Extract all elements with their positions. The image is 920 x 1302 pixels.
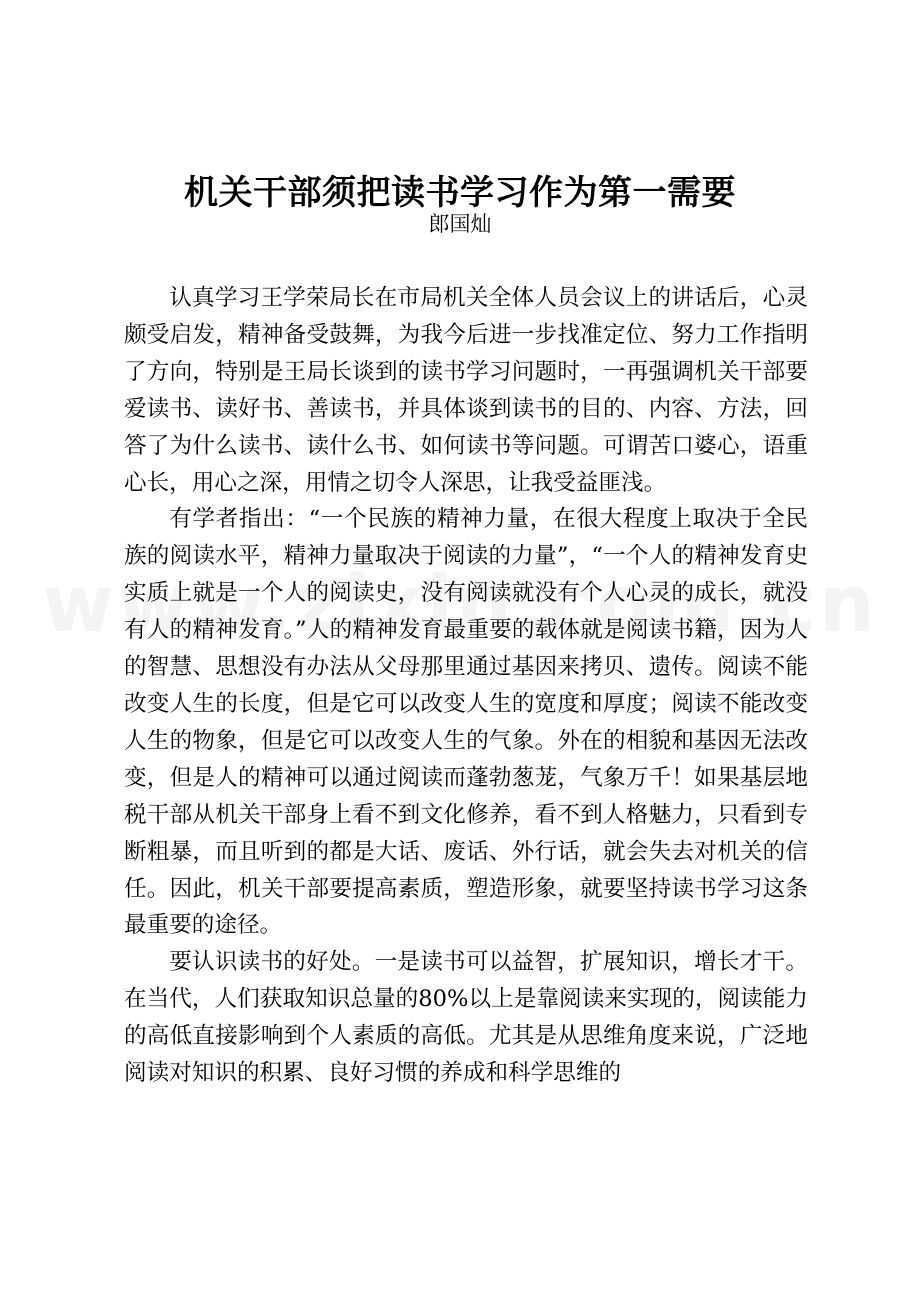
document-body: [124, 280, 808, 1092]
paragraph: 有学者指出：“一个民族的精神力量，在很大程度上取决于全民族的阅读水平，精神力量取决于阅读的力量”，“一个人的精神发育史实质上就是一个人的阅读史，没有阅读就没有个人心灵的成长，就没有人的精神发育。”人的精神发育最重要的载体就是阅读书籍，因为人的智慧、思想没有办法从父母那里通过基因来拷贝、遗传。阅读不能改变人生的长度，但是它可以改变人生的宽度和厚度；阅读不能改变人生的物象，但是它可以改变人生的气象。外在的相貌和基因无法改变，但是人的精神可以通过阅读而蓬勃葱茏，气象万千！如果基层地税干部从机关干部身上看不到文化修养，看不到人格魅力，只看到专断粗暴，而且听到的都是大话、废话、外行话，就会失去对机关的信任。因此，机关干部要提高素质，塑造形象，就要坚持读书学习这条最重要的途径。: [124, 506, 808, 939]
document-title: 机关干部须把读书学习作为第一需要: [184, 172, 736, 213]
paragraph: 要认识读书的好处。一是读书可以益智，扩展知识，增长才干。在当代，人们获取知识总量的80%以上是靠阅读来实现的，阅读能力的高低直接影响到个人素质的高低。尤其是从思维角度来说，广泛地阅读对知识的积累、良好习惯的养成和科学思维的: [124, 949, 808, 1087]
document-author: 郎国灿: [428, 212, 492, 236]
paragraph: 认真学习王学荣局长在市局机关全体人员会议上的讲话后，心灵颇受启发，精神备受鼓舞，为我今后进一步找准定位、努力工作指明了方向，特别是王局长谈到的读书学习问题时，一再强调机关干部要爱读书、读好书、善读书，并具体谈到读书的目的、内容、方法，回答了为什么读书、读什么书、如何读书等问题。可谓苦口婆心，语重心长，用心之深，用情之切令人深思，让我受益匪浅。: [124, 285, 808, 496]
